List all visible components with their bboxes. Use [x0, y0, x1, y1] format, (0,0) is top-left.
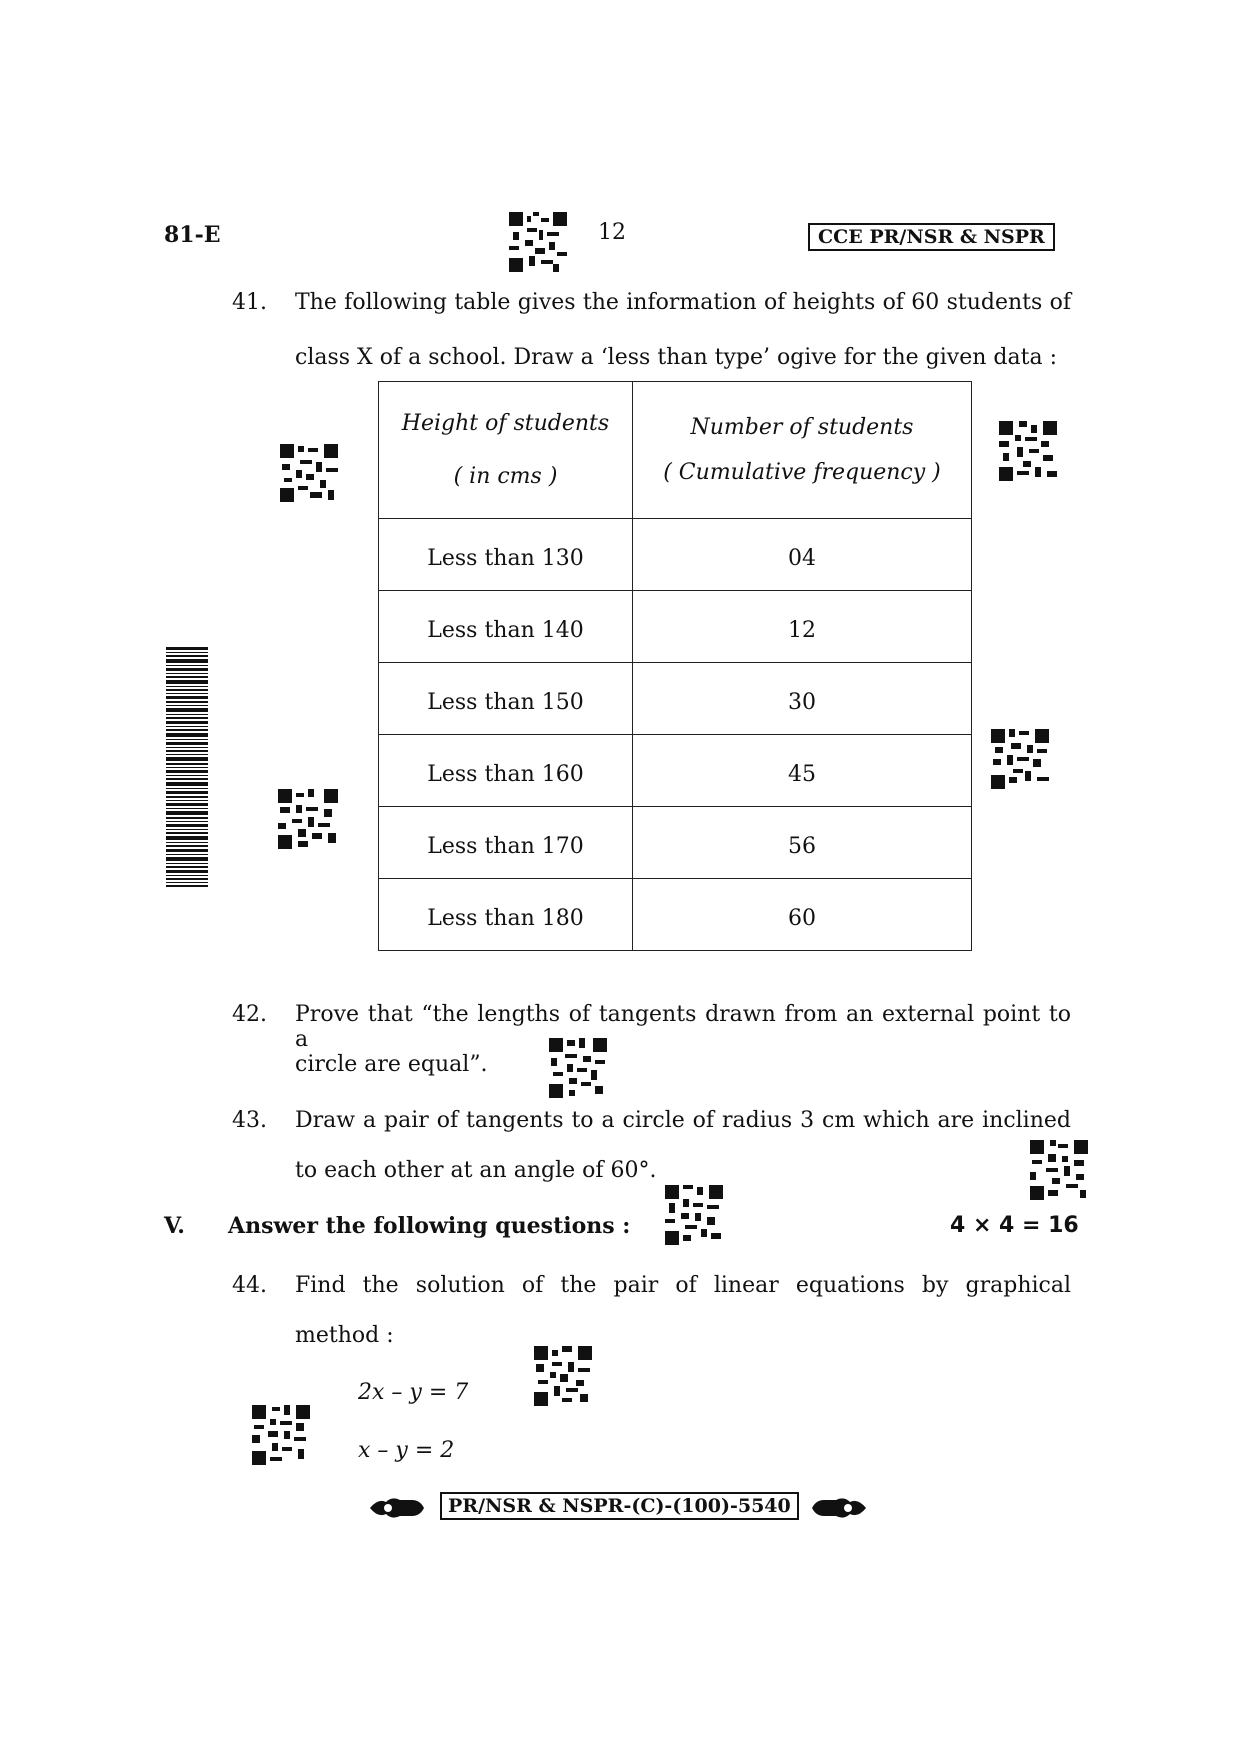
- heights-table: [378, 381, 972, 951]
- footer-ornament-right-icon: [810, 1494, 866, 1522]
- page-number: 12: [598, 220, 626, 245]
- qr-code-icon: [999, 421, 1057, 481]
- question-text-line: method :: [295, 1323, 394, 1348]
- header-text: Number of students: [690, 415, 914, 440]
- table-row: [379, 879, 972, 951]
- table-row: [379, 807, 972, 879]
- header-text: ( in cms ): [453, 464, 558, 489]
- qr-code-icon: [278, 789, 338, 849]
- question-number: 44.: [232, 1273, 267, 1298]
- height-cell: Less than 180: [379, 879, 633, 951]
- table-header-row: [379, 382, 972, 519]
- table-header-cell: [379, 382, 633, 519]
- question-text-line: circle are equal”.: [295, 1052, 488, 1077]
- question-number: 43.: [232, 1108, 267, 1133]
- qr-code-icon: [534, 1346, 592, 1406]
- question-text-line: Prove that “the lengths of tangents drawn from an external point to a: [295, 1002, 1071, 1052]
- qr-code-icon: [665, 1185, 723, 1245]
- question-text-line: class X of a school. Draw a ‘less than type’ ogive for the given data :: [295, 345, 1057, 370]
- height-cell: Less than 140: [379, 591, 633, 663]
- table-row: [379, 591, 972, 663]
- table-row: [379, 735, 972, 807]
- frequency-cell: 30: [633, 663, 972, 735]
- qr-code-icon: [252, 1405, 310, 1465]
- height-cell: Less than 160: [379, 735, 633, 807]
- section-title: Answer the following questions :: [228, 1213, 631, 1239]
- equation: 2x – y = 7: [358, 1380, 469, 1405]
- table-header-cell: [633, 382, 972, 519]
- qr-code-icon: [280, 444, 338, 502]
- section-number: V.: [164, 1213, 185, 1239]
- frequency-cell: 56: [633, 807, 972, 879]
- barcode-icon: [166, 647, 208, 887]
- qr-code-icon: [509, 212, 567, 272]
- table-row: [379, 519, 972, 591]
- height-cell: Less than 170: [379, 807, 633, 879]
- question-number: 41.: [232, 290, 267, 315]
- footer-code-box: PR/NSR & NSPR-(C)-(100)-5540: [440, 1492, 799, 1520]
- question-text-line: to each other at an angle of 60°.: [295, 1158, 657, 1183]
- question-number: 42.: [232, 1002, 267, 1027]
- question-text-line: The following table gives the information of heights of 60 students of: [295, 290, 1071, 315]
- frequency-cell: 12: [633, 591, 972, 663]
- exam-label-box: CCE PR/NSR & NSPR: [808, 223, 1055, 251]
- equation: x – y = 2: [358, 1438, 455, 1463]
- header-text: Height of students: [401, 411, 610, 436]
- frequency-cell: 60: [633, 879, 972, 951]
- header-text: ( Cumulative frequency ): [663, 460, 941, 485]
- qr-code-icon: [549, 1038, 607, 1098]
- section-marks: 4 × 4 = 16: [950, 1213, 1079, 1238]
- table-row: [379, 663, 972, 735]
- qr-code-icon: [991, 729, 1049, 789]
- height-cell: Less than 150: [379, 663, 633, 735]
- question-text-line: Find the solution of the pair of linear equations by graphical: [295, 1273, 1071, 1298]
- qr-code-icon: [1030, 1140, 1088, 1200]
- frequency-cell: 45: [633, 735, 972, 807]
- frequency-cell: 04: [633, 519, 972, 591]
- footer-ornament-left-icon: [370, 1494, 426, 1522]
- height-cell: Less than 130: [379, 519, 633, 591]
- paper-code: 81-E: [164, 222, 221, 248]
- question-text-line: Draw a pair of tangents to a circle of radius 3 cm which are inclined: [295, 1108, 1071, 1133]
